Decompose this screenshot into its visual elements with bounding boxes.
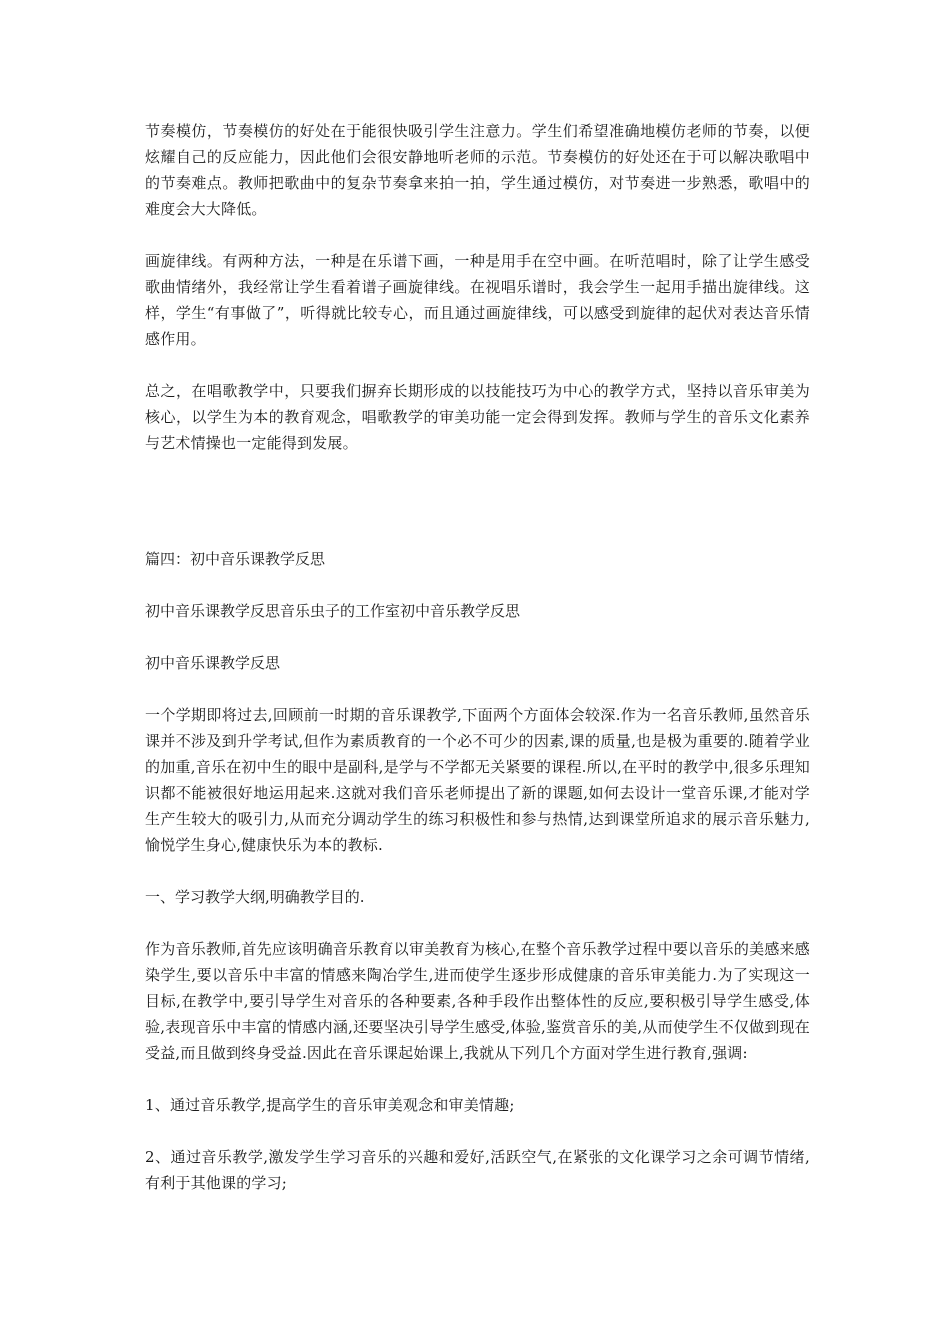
spacer [145,1066,810,1092]
paragraph-goal: 作为音乐教师,首先应该明确音乐教育以审美教育为核心,在整个音乐教学过程中要以音乐的美感来感染学生,要以音乐中丰富的情感来陶冶学生,进而使学生逐步形成健康的音乐审美能力.为了实现这一目标,在教学中,要引导学生对音乐的各种要素,各种手段作出整体性的反应,要积极引导学生感受,体验,表现音乐中丰富的情感内涵,还要坚决引导学生感受,体验,鉴赏音乐的美,从而使学生不仅做到现在受益,而且做到终身受益.因此在音乐课起始课上,我就从下列几个方面对学生进行教育,强调: [145,940,810,1062]
spacer [145,624,810,650]
list-item: 1、通过音乐教学,提高学生的音乐审美观念和审美情趣; [145,1096,515,1114]
spacer [145,456,810,546]
subtitle-1: 初中音乐课教学反思音乐虫子的工作室初中音乐教学反思 [145,602,521,620]
paragraph-intro: 一个学期即将过去,回顾前一时期的音乐课教学,下面两个方面体会较深.作为一名音乐教师,虽然音乐课并不涉及到升学考试,但作为素质教育的一个必不可少的因素,课的质量,也是极为重要的.随着学业的加重,音乐在初中生的眼中是副科,是学与不学都无关紧要的课程.所以,在平时的教学中,很多乐理知识都不能被很好地运用起来.这就对我们音乐老师提出了新的课题,如何去设计一堂音乐课,才能对学生产生较大的吸引力,从而充分调动学生的练习积极性和参与热情,达到课堂所追求的展示音乐魅力,愉悦学生身心,健康快乐为本的教标. [145,706,810,854]
subtitle-2: 初中音乐课教学反思 [145,654,281,672]
spacer [145,676,810,702]
spacer [145,1118,810,1144]
paragraph-melody-line: 画旋律线。有两种方法，一种是在乐谱下画，一种是用手在空中画。在听范唱时，除了让学生感受歌曲情绪外，我经常让学生看着谱子画旋律线。在视唱乐谱时，我会学生一起用手描出旋律线。这样，学生“有事做了”，听得就比较专心，而且通过画旋律线，可以感受到旋律的起伏对表达音乐情感作用。 [145,252,810,348]
section-heading: 篇四：初中音乐课教学反思 [145,550,326,568]
paragraph-conclusion: 总之，在唱歌教学中，只要我们摒弃长期形成的以技能技巧为中心的教学方式，坚持以音乐审美为核心，以学生为本的教育观念，唱歌教学的审美功能一定会得到发挥。教师与学生的音乐文化素养与艺术情操也一定能得到发展。 [145,382,810,452]
spacer [145,572,810,598]
spacer [145,352,810,378]
point-heading: 一、学习教学大纲,明确教学目的. [145,888,365,906]
spacer [145,858,810,884]
paragraph-rhythm-imitation: 节奏模仿，节奏模仿的好处在于能很快吸引学生注意力。学生们希望准确地模仿老师的节奏，以便炫耀自己的反应能力，因此他们会很安静地听老师的示范。节奏模仿的好处还在于可以解决歌唱中的节奏难点。教师把歌曲中的复杂节奏拿来拍一拍，学生通过模仿，对节奏进一步熟悉，歌唱中的难度会大大降低。 [145,122,810,218]
list-item: 2、通过音乐教学,激发学生学习音乐的兴趣和爱好,活跃空气,在紧张的文化课学习之余可调节情绪,有利于其他课的学习; [145,1148,810,1192]
document-body [145,118,810,1196]
spacer [145,222,810,248]
spacer [145,910,810,936]
